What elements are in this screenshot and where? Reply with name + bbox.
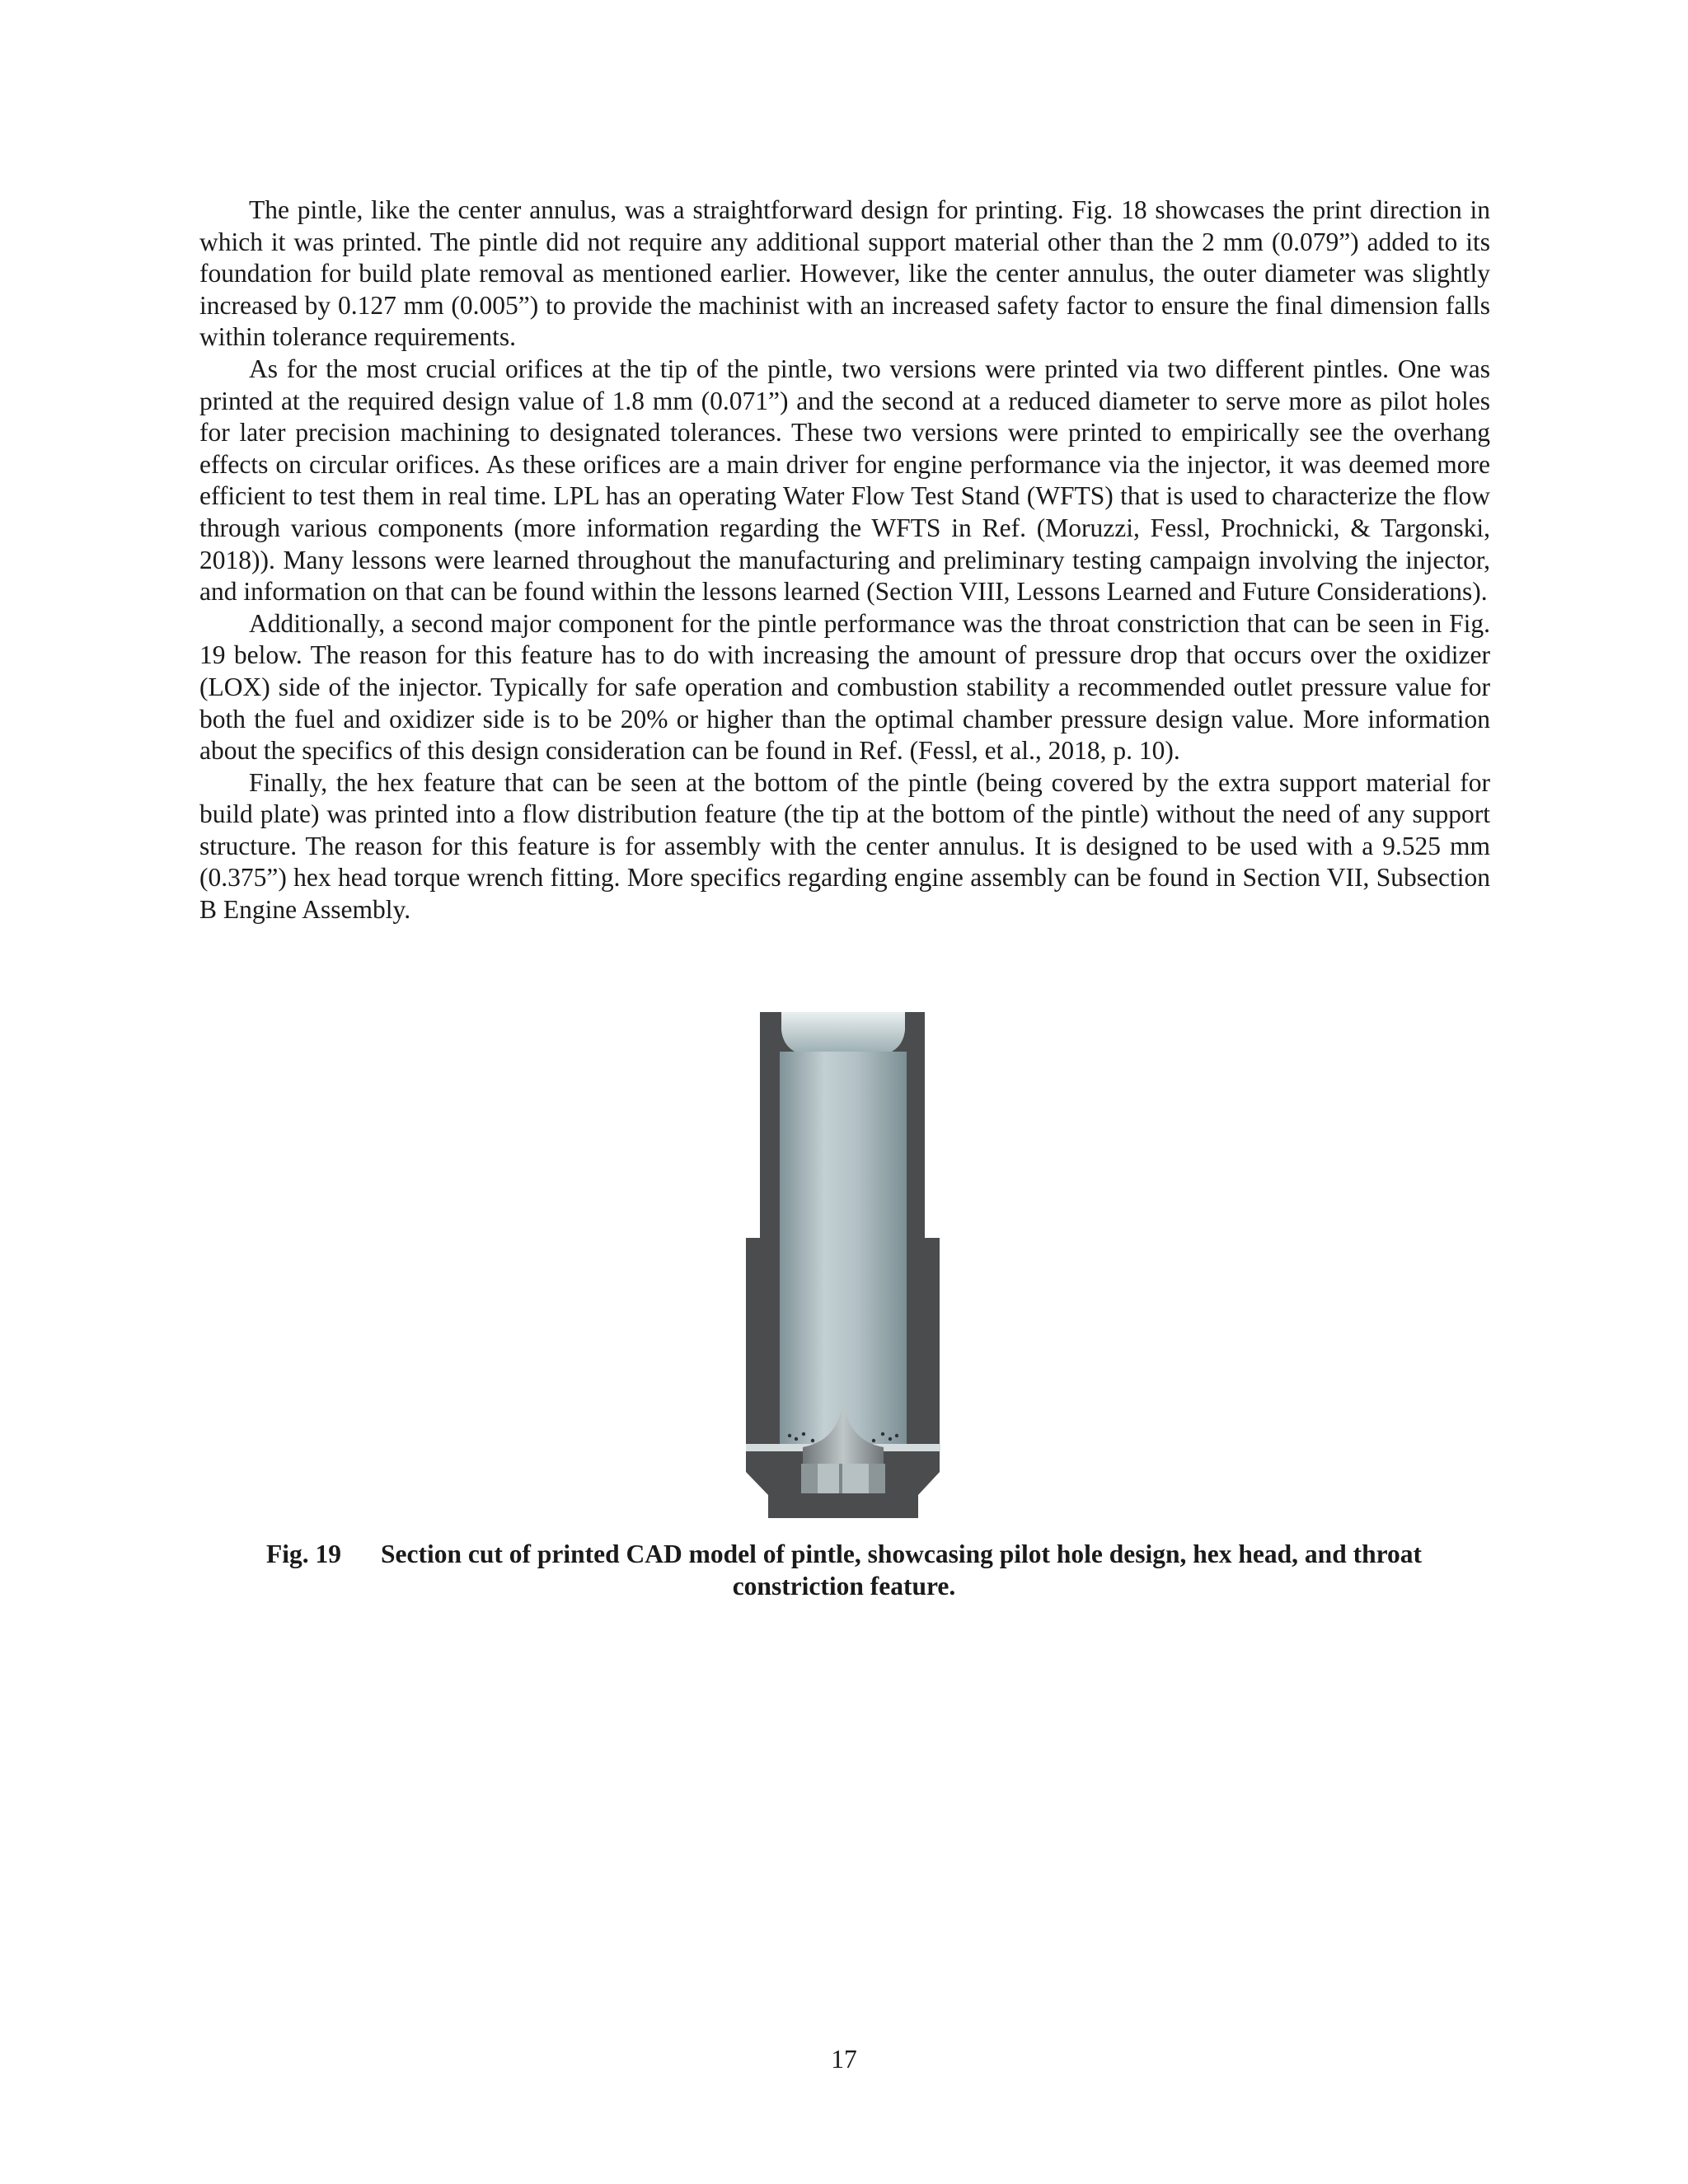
pintle-cad-image [742, 1012, 945, 1518]
pintle-inlet [781, 1012, 905, 1052]
page-number: 17 [831, 2045, 857, 2074]
pintle-bore [780, 1052, 907, 1447]
paragraph: As for the most crucial orifices at the tip of the pintle, two versions were printed via two different pintles. One was printed at the required design value of 1.8 mm (0.071”) and the second at a reduced diameter to serve more as pilot holes for later precision machining to designated tolerances. These two versions were printed to empirically see the overhang effects on circular orifices. As these orifices are a main driver for engine performance via the injector, it was deemed more efficient to test them in real time. LPL has an operating Water Flow Test Stand (WFTS) that is used to characterize the flow through various components (more information regarding the WFTS in Ref. (Moruzzi, Fessl, Prochnicki, & Targonski, 2018)). Many lessons were learned throughout the manufacturing and preliminary testing campaign involving the injector, and information on that can be found within the lessons learned (Section VIII, Lessons Learned and Future Considerations). [199, 354, 1490, 607]
paragraph: The pintle, like the center annulus, was a straightforward design for printing. Fig. 18 showcases the print direction in which it was printed. The pintle did not require any additional support material other than the 2 mm (0.079”) added to its foundation for build plate removal as mentioned earlier. However, like the center annulus, the outer diameter was slightly increased by 0.127 mm (0.005”) to provide the machinist with an increased safety factor to ensure the final dimension falls within tolerance requirements. [199, 195, 1490, 352]
paragraph: Additionally, a second major component for the pintle performance was the throat constriction that can be seen in Fig. 19 below. The reason for this feature has to do with increasing the amount of pressure drop that occurs over the oxidizer (LOX) side of the injector. Typically for safe operation and combustion stability a recommended outlet pressure value for both the fuel and oxidizer side is to be 20% or higher than the optimal chamber pressure design value. More information about the specifics of this design consideration can be found in Ref. (Fessl, et al., 2018, p. 10). [199, 608, 1490, 766]
body-text [199, 194, 1490, 926]
paragraph: Finally, the hex feature that can be seen at the bottom of the pintle (being covered by the extra support material for build plate) was printed into a flow distribution feature (the tip at the bottom of the pintle) without the need of any support structure. The reason for this feature is for assembly with the center annulus. It is designed to be used with a 9.525 mm (0.375”) hex head torque wrench fitting. More specifics regarding engine assembly can be found in Section VII, Subsection B Engine Assembly. [199, 767, 1490, 925]
figure-label: Fig. 19 [265, 1540, 341, 1568]
figure-caption-text: Section cut of printed CAD model of pintle, showcasing pilot hole design, hex head, and throat constriction feature. [380, 1540, 1422, 1601]
figure-caption [223, 1538, 1465, 1602]
pintle-section-figure [742, 1012, 945, 1518]
